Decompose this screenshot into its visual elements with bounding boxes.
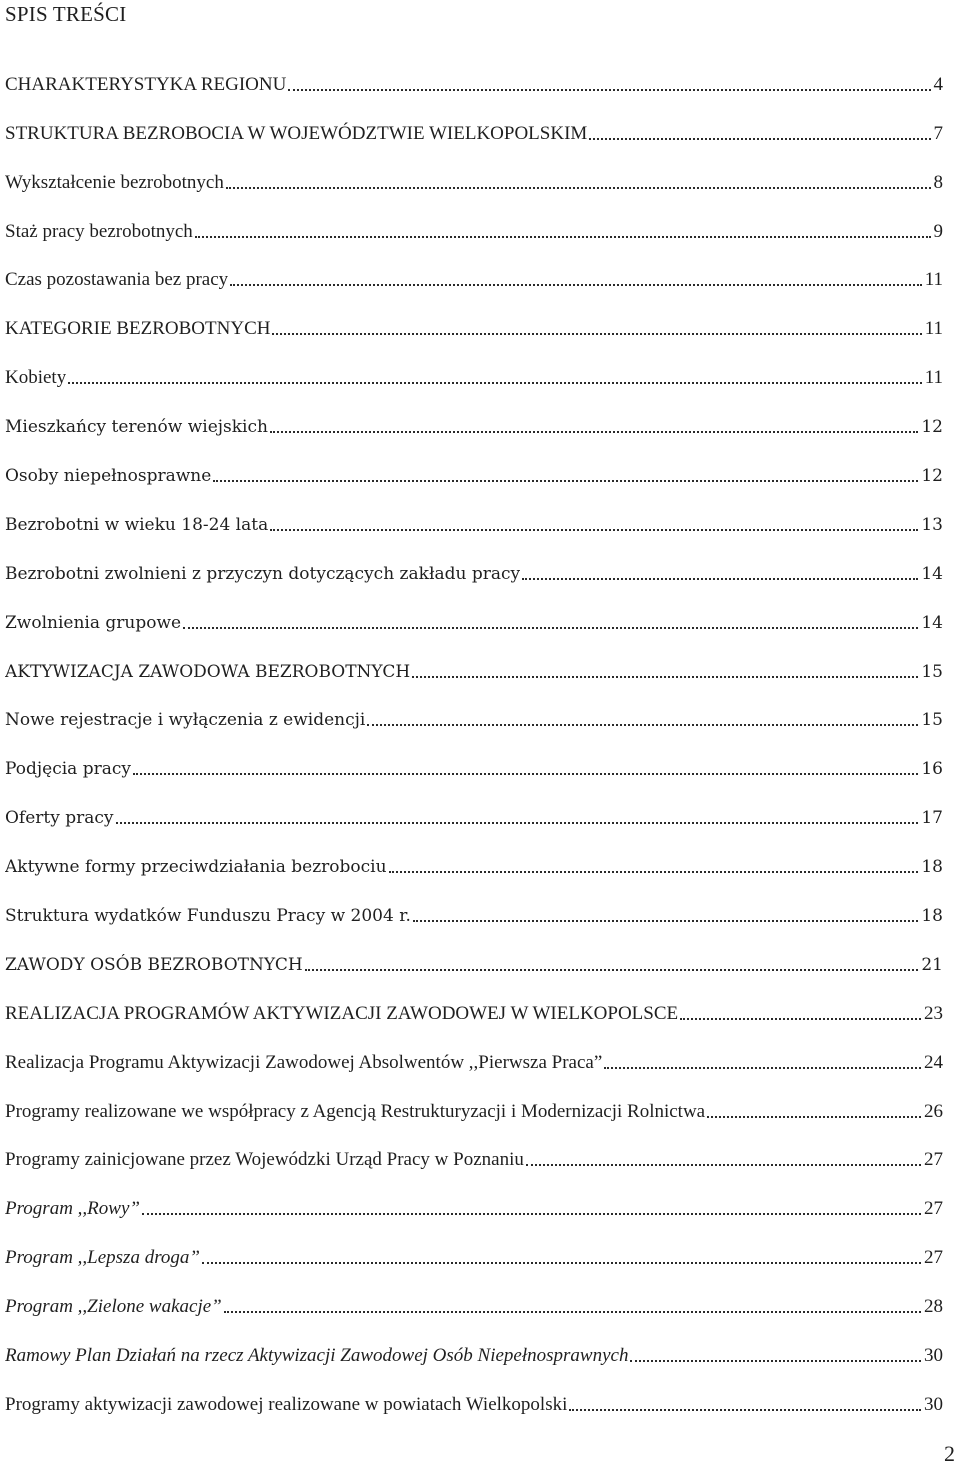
dot-leader	[604, 1067, 921, 1069]
dot-leader	[569, 1409, 921, 1411]
toc-entry[interactable]	[5, 785, 943, 834]
toc-entry-page-number: 18	[921, 906, 943, 927]
dot-leader	[413, 920, 918, 922]
toc-entry[interactable]	[5, 981, 943, 1030]
dot-leader	[270, 431, 918, 433]
toc-entry-page-number: 15	[921, 661, 943, 682]
toc-entry[interactable]	[5, 1274, 943, 1323]
toc-entry-page-number: 15	[921, 710, 943, 731]
dot-leader	[522, 578, 918, 580]
toc-entry-page-number: 21	[921, 954, 943, 975]
toc-entry[interactable]	[5, 883, 943, 932]
toc-entry[interactable]	[5, 834, 943, 883]
toc-entry[interactable]	[5, 248, 943, 297]
toc-entry[interactable]	[5, 736, 943, 785]
toc-entry-title: Program ,,Rowy”	[5, 1198, 140, 1220]
dot-leader	[589, 138, 930, 140]
toc-entry-page-number: 11	[924, 269, 943, 291]
page-title: SPIS TREŚCI	[5, 2, 127, 26]
toc-entry-page-number: 24	[924, 1051, 943, 1073]
dot-leader	[224, 1311, 921, 1313]
toc-entry[interactable]	[5, 688, 943, 737]
toc-entry-page-number: 11	[924, 367, 943, 389]
toc-entry[interactable]	[5, 492, 943, 541]
toc-entry[interactable]	[5, 199, 943, 248]
toc-entry-page-number: 23	[924, 1002, 943, 1024]
toc-entry[interactable]	[5, 590, 943, 639]
toc-entry-title: Wykształcenie bezrobotnych	[5, 171, 224, 193]
dot-leader	[288, 89, 930, 91]
toc-entry-title: CHARAKTERYSTYKA REGIONU	[5, 73, 287, 95]
toc-entry-page-number: 28	[924, 1296, 943, 1318]
toc-entry-page-number: 11	[924, 318, 943, 340]
toc-entry-page-number: 14	[921, 563, 943, 584]
toc-entry-title: Program ,,Lepsza droga”	[5, 1247, 200, 1269]
toc-entry[interactable]	[5, 345, 943, 394]
dot-leader	[213, 480, 918, 482]
toc-entry-page-number: 27	[924, 1198, 943, 1220]
toc-entry-page-number: 4	[933, 73, 943, 95]
dot-leader	[202, 1262, 921, 1264]
dot-leader	[272, 333, 921, 335]
table-of-contents	[5, 52, 943, 1421]
toc-entry-page-number: 12	[921, 417, 943, 438]
toc-entry-page-number: 18	[921, 857, 943, 878]
toc-entry-title: Nowe rejestracje i wyłączenia z ewidencji	[5, 710, 366, 731]
toc-entry-page-number: 7	[933, 122, 943, 144]
toc-entry-title: Struktura wydatków Funduszu Pracy w 2004 r.	[5, 906, 411, 927]
toc-entry[interactable]	[5, 1128, 943, 1177]
toc-entry-page-number: 14	[921, 612, 943, 633]
dot-leader	[367, 724, 918, 726]
toc-entry[interactable]	[5, 296, 943, 345]
toc-entry-title: Programy zainicjowane przez Wojewódzki Urząd Pracy w Poznaniu	[5, 1149, 524, 1171]
toc-entry-title: STRUKTURA BEZROBOCIA W WOJEWÓDZTWIE WIELKOPOLSKIM	[5, 122, 588, 144]
dot-leader	[680, 1018, 921, 1020]
toc-entry-title: Aktywne formy przeciwdziałania bezrobociu	[5, 857, 387, 878]
dot-leader	[133, 773, 918, 775]
toc-entry-title: Staż pracy bezrobotnych	[5, 220, 193, 242]
toc-entry[interactable]	[5, 639, 943, 688]
toc-entry[interactable]	[5, 1030, 943, 1079]
toc-entry-title: Oferty pracy	[5, 808, 114, 829]
dot-leader	[226, 187, 931, 189]
toc-entry-page-number: 26	[924, 1100, 943, 1122]
toc-entry[interactable]	[5, 1176, 943, 1225]
toc-entry-title: Podjęcia pracy	[5, 759, 131, 780]
toc-entry[interactable]	[5, 541, 943, 590]
dot-leader	[389, 871, 919, 873]
toc-entry-title: Realizacja Programu Aktywizacji Zawodowej Absolwentów ,,Pierwsza Praca”	[5, 1051, 603, 1073]
toc-entry-title: REALIZACJA PROGRAMÓW AKTYWIZACJI ZAWODOWEJ W WIELKOPOLSCE	[5, 1002, 679, 1024]
toc-entry-title: Bezrobotni w wieku 18-24 lata	[5, 514, 269, 535]
toc-entry[interactable]	[5, 101, 943, 150]
toc-entry-page-number: 16	[921, 759, 943, 780]
toc-entry-title: Zwolnienia grupowe	[5, 612, 182, 633]
toc-entry-title: Ramowy Plan Działań na rzecz Aktywizacji Zawodowej Osób Niepełnosprawnych	[5, 1345, 629, 1367]
page-number: 2	[944, 1441, 955, 1466]
toc-entry-page-number: 9	[933, 220, 943, 242]
toc-entry-title: Kobiety	[5, 367, 67, 389]
dot-leader	[270, 529, 918, 531]
dot-leader	[195, 236, 931, 238]
toc-entry-title: AKTYWIZACJA ZAWODOWA BEZROBOTNYCH	[5, 661, 411, 682]
toc-entry-title: Programy aktywizacji zawodowej realizowane w powiatach Wielkopolski	[5, 1393, 568, 1415]
toc-entry[interactable]	[5, 1323, 943, 1372]
dot-leader	[707, 1116, 921, 1118]
toc-entry-page-number: 17	[921, 808, 943, 829]
dot-leader	[305, 969, 919, 971]
toc-entry[interactable]	[5, 394, 943, 443]
toc-entry[interactable]	[5, 52, 943, 101]
dot-leader	[412, 676, 918, 678]
dot-leader	[526, 1164, 921, 1166]
toc-entry[interactable]	[5, 932, 943, 981]
toc-entry-page-number: 30	[924, 1393, 943, 1415]
toc-entry-title: Bezrobotni zwolnieni z przyczyn dotyczących zakładu pracy	[5, 563, 521, 584]
toc-entry-page-number: 30	[924, 1345, 943, 1367]
toc-entry-title: Program ,,Zielone wakacje”	[5, 1296, 222, 1318]
dot-leader	[230, 284, 922, 286]
dot-leader	[183, 627, 918, 629]
dot-leader	[116, 822, 919, 824]
toc-entry-page-number: 13	[921, 514, 943, 535]
toc-entry-page-number: 27	[924, 1247, 943, 1269]
dot-leader	[142, 1213, 921, 1215]
toc-entry-title: Czas pozostawania bez pracy	[5, 269, 229, 291]
toc-entry-title: Osoby niepełnosprawne	[5, 466, 212, 487]
toc-entry[interactable]	[5, 150, 943, 199]
toc-entry-page-number: 27	[924, 1149, 943, 1171]
toc-entry-page-number: 8	[933, 171, 943, 193]
toc-entry-title: KATEGORIE BEZROBOTNYCH	[5, 318, 271, 340]
dot-leader	[630, 1360, 921, 1362]
toc-entry[interactable]	[5, 443, 943, 492]
toc-entry[interactable]	[5, 1372, 943, 1421]
toc-entry[interactable]	[5, 1079, 943, 1128]
toc-entry-title: Programy realizowane we współpracy z Agencją Restrukturyzacji i Modernizacji Rolnictwa	[5, 1100, 706, 1122]
toc-entry-title: ZAWODY OSÓB BEZROBOTNYCH	[5, 954, 303, 975]
toc-entry-title: Mieszkańcy terenów wiejskich	[5, 417, 268, 438]
toc-entry[interactable]	[5, 1225, 943, 1274]
toc-entry-page-number: 12	[921, 466, 943, 487]
dot-leader	[68, 382, 921, 384]
